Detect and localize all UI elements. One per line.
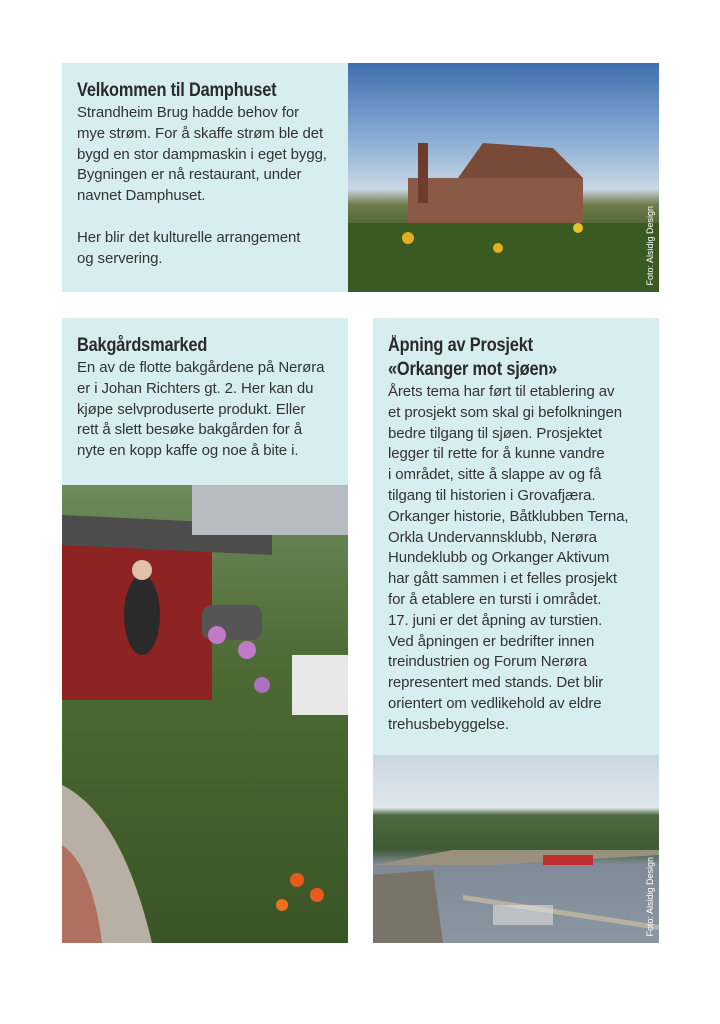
bakgardsmarked-textbox bbox=[62, 318, 348, 485]
orkanger-textbox bbox=[373, 318, 659, 755]
text-line: 17. juni er det åpning av turstien. bbox=[388, 611, 603, 629]
text-line: er i Johan Richters gt. 2. Her kan du bbox=[77, 379, 314, 397]
text-line: Her blir det kulturelle arrangement bbox=[77, 228, 301, 246]
text-line: Ved åpningen er bedrifter innen bbox=[388, 632, 595, 650]
damphuset-photo bbox=[348, 63, 659, 292]
orkanger-aerial-photo bbox=[373, 755, 659, 943]
text-line: trehusbebyggelse. bbox=[388, 715, 509, 733]
text-line: for å etablere en tursti i området. bbox=[388, 590, 602, 608]
text-line: Orkla Undervannsklubb, Nerøra bbox=[388, 528, 597, 546]
damphuset-heading: Velkommen til Damphuset bbox=[77, 80, 277, 101]
building-illustration bbox=[348, 63, 659, 292]
text-line: orientert om vedlikehold av eldre bbox=[388, 694, 602, 712]
bakgardsmarked-heading: Bakgårdsmarked bbox=[77, 335, 208, 356]
text-line: Orkanger historie, Båtklubben Terna, bbox=[388, 507, 629, 525]
text-line: kjøpe selvproduserte produkt. Eller bbox=[77, 400, 306, 418]
text-line: navnet Damphuset. bbox=[77, 187, 206, 205]
orkanger-heading-line2: «Orkanger mot sjøen» bbox=[388, 359, 558, 380]
text-line: mye strøm. For å skaffe strøm ble det bbox=[77, 124, 324, 142]
text-line: tilgang til historien i Grovafjæra. bbox=[388, 486, 596, 504]
text-line: rett å slett besøke bakgården for å bbox=[77, 421, 302, 439]
text-line: et prosjekt som skal gi befolkningen bbox=[388, 403, 623, 421]
damphuset-textbox bbox=[62, 63, 348, 292]
text-line: treindustrien og Forum Nerøra bbox=[388, 653, 587, 671]
text-line: Hundeklubb og Orkanger Aktivum bbox=[388, 549, 610, 567]
photo-credit: Foto: Alsidig Design bbox=[645, 206, 655, 286]
text-line: representert med stands. Det blir bbox=[388, 674, 604, 692]
text-line: legger til rette for å kunne vandre bbox=[388, 445, 605, 463]
harbor-illustration bbox=[373, 755, 659, 943]
text-line: bygd en stor dampmaskin i eget bygg, bbox=[77, 145, 327, 163]
text-line: Strandheim Brug hadde behov for bbox=[77, 104, 300, 121]
garden-illustration bbox=[62, 485, 348, 943]
text-line: i området, sitte å slappe av og få bbox=[388, 466, 602, 484]
garden-photo bbox=[62, 485, 348, 943]
text-line: Årets tema har ført til etablering av bbox=[388, 383, 615, 400]
text-line: Bygningen er nå restaurant, under bbox=[77, 166, 302, 184]
text-line: har gått sammen i et felles prosjekt bbox=[388, 570, 618, 588]
photo-credit: Foto: Alsidig Design bbox=[645, 857, 655, 937]
text-line: En av de flotte bakgårdene på Nerøra bbox=[77, 359, 325, 376]
text-line: nyte en kopp kaffe og noe å bite i. bbox=[77, 442, 299, 460]
text-line: og servering. bbox=[77, 249, 163, 267]
text-line: bedre tilgang til sjøen. Prosjektet bbox=[388, 424, 603, 442]
orkanger-heading-line1: Åpning av Prosjekt bbox=[388, 335, 533, 356]
